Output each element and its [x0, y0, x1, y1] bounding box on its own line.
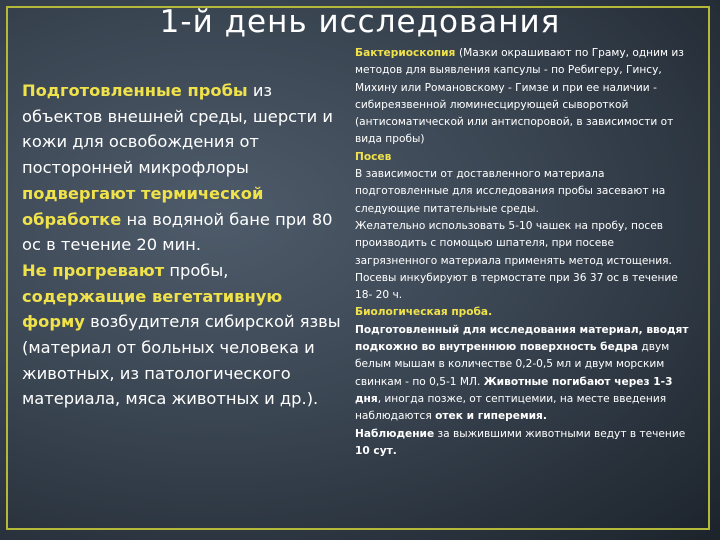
posev-text-1: В зависимости от доставленного материала подготовленные для исследования пробы засевают на следующие питательные среды. [355, 168, 666, 215]
observation-text: за выжившими животными ведут в течение [434, 427, 686, 440]
left-highlight-2: подвергают термической обработке [22, 183, 264, 229]
observation-paragraph [355, 426, 695, 461]
left-highlight-3: Не прогревают [22, 260, 165, 280]
left-text-2: на водяной бане при 80 ос в течение 20 мин. [22, 209, 333, 255]
bio-text-2: , иногда позже, от септицемии, на месте введения наблюдаются [355, 392, 667, 423]
left-highlight-4: содержащие вегетативную форму [22, 286, 283, 332]
left-text-3: пробы, [164, 260, 229, 280]
bio-bold-1: Подготовленный для исследования материал, вводят подкожно во внутреннюю поверхность бедра [355, 323, 689, 354]
bio-test-paragraph [355, 322, 695, 426]
bio-bold-2: Животные погибают через 1-3 дня [355, 375, 673, 405]
posev-heading: Посев [355, 150, 392, 163]
left-text-1: из объектов внешней среды, шерсти и кожи для освобождения от посторонней микрофлоры [22, 81, 333, 178]
bio-text-1: двум белым мышам в количестве 0,2-0,5 мл и двум морским свинкам - по 0,5-1 МЛ. [355, 341, 670, 388]
left-highlight-1: Подготовленные пробы [22, 81, 248, 100]
bacterioscopy-paragraph [355, 45, 695, 149]
bio-bold-3: отек и гиперемия. [435, 410, 547, 423]
bacterioscopy-heading: Бактериоскопия [355, 47, 460, 59]
posev-text-2: Желательно использовать 5-10 чашек на пробу, посев производить с помощью шпателя, при посеве загрязненного материала применять метод истощения. Посевы инкубируют в термостате при 36 37 ос в течение 18- 20 ч. [355, 219, 678, 302]
bacterioscopy-text: (Мазки окрашивают по Граму, одним из методов для выявления капсулы - по Ребигеру, Гинсу, Михину или Романовскому - Гимзе и при ее наличии - сибиреязвенной люминесцирующей сывороткой (антисоматической или антиспоровой, в зависимости от вида пробы) [355, 47, 684, 146]
right-column-text [355, 45, 695, 460]
left-column-text [22, 78, 342, 412]
left-text-4: возбудителя сибирской язвы (материал от больных человека и животных, из патологического материала, мяса животных и др.). [22, 312, 341, 409]
slide-title: 1-й день исследования [159, 4, 561, 40]
bio-test-heading: Биологическая проба. [355, 306, 493, 319]
observation-bold: Наблюдение [355, 427, 435, 440]
observation-duration: 10 сут. [355, 444, 397, 457]
